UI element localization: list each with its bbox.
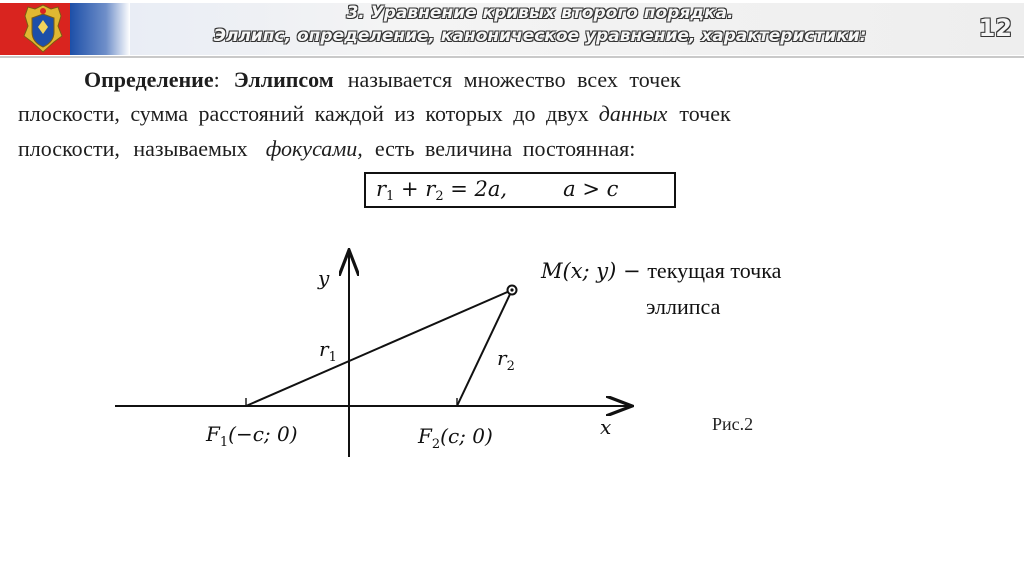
formula-r2: r bbox=[425, 177, 436, 201]
point-m-caption-2: эллипса bbox=[646, 294, 721, 319]
r1-label-sub: 1 bbox=[328, 350, 337, 365]
definition-line1-text: называется множество всех точек bbox=[347, 67, 681, 92]
focus-2-sub: 2 bbox=[431, 437, 441, 452]
point-m-label: M(x; y) bbox=[541, 259, 617, 283]
x-axis-label: x bbox=[600, 415, 612, 439]
r1-label bbox=[319, 337, 337, 365]
definition-line2-text-a: плоскости, сумма расстояний каждой из которых до двух bbox=[18, 101, 589, 126]
r1-segment bbox=[246, 290, 512, 406]
point-m-dash: − bbox=[616, 259, 648, 283]
definition-line3-text-a: плоскости, называемых bbox=[18, 136, 248, 161]
figure-caption: Рис.2 bbox=[712, 414, 754, 434]
formula-r2-sub: 2 bbox=[435, 189, 444, 204]
point-m-caption-1: текущая точка bbox=[647, 258, 782, 283]
definition-line2-italic: данных bbox=[598, 101, 668, 126]
definition-colon: : bbox=[213, 67, 220, 92]
formula-r1-sub: 1 bbox=[386, 189, 395, 204]
definition-line3-text-b: есть величина постоянная: bbox=[374, 136, 636, 161]
y-axis-label: y bbox=[318, 266, 330, 290]
formula-equals: = 2a, bbox=[443, 177, 508, 201]
focus-1-sub: 1 bbox=[219, 435, 229, 450]
focus-2-coords: (c; 0) bbox=[440, 424, 493, 448]
r2-label-sub: 2 bbox=[506, 359, 515, 374]
r1-label-base: r bbox=[319, 337, 329, 361]
formula-r1: r bbox=[376, 177, 387, 201]
point-m-caption bbox=[541, 258, 781, 284]
definition-lead: Определение bbox=[84, 67, 214, 92]
formula-plus: + bbox=[394, 177, 426, 201]
formula-condition: a > c bbox=[563, 177, 619, 201]
definition-line2-text-b: точек bbox=[679, 101, 731, 126]
slide-title-line-2: Эллипс, определение, каноническое уравнение, характеристики: bbox=[213, 26, 867, 46]
focus-1-letter: F bbox=[206, 422, 220, 446]
focus-1-coords: (−c; 0) bbox=[228, 422, 298, 446]
definition-line3-italic: фокусами, bbox=[265, 136, 363, 161]
slide-page-number: 12 bbox=[978, 14, 1012, 42]
r2-label-base: r bbox=[497, 346, 507, 370]
definition-term: Эллипсом bbox=[233, 67, 334, 92]
r2-label bbox=[497, 346, 515, 374]
focus-1-label bbox=[205, 422, 298, 450]
focus-2-label bbox=[417, 424, 493, 452]
slide-title-line-1: 3. Уравнение кривых второго порядка. bbox=[346, 3, 734, 23]
focus-2-letter: F bbox=[418, 424, 432, 448]
